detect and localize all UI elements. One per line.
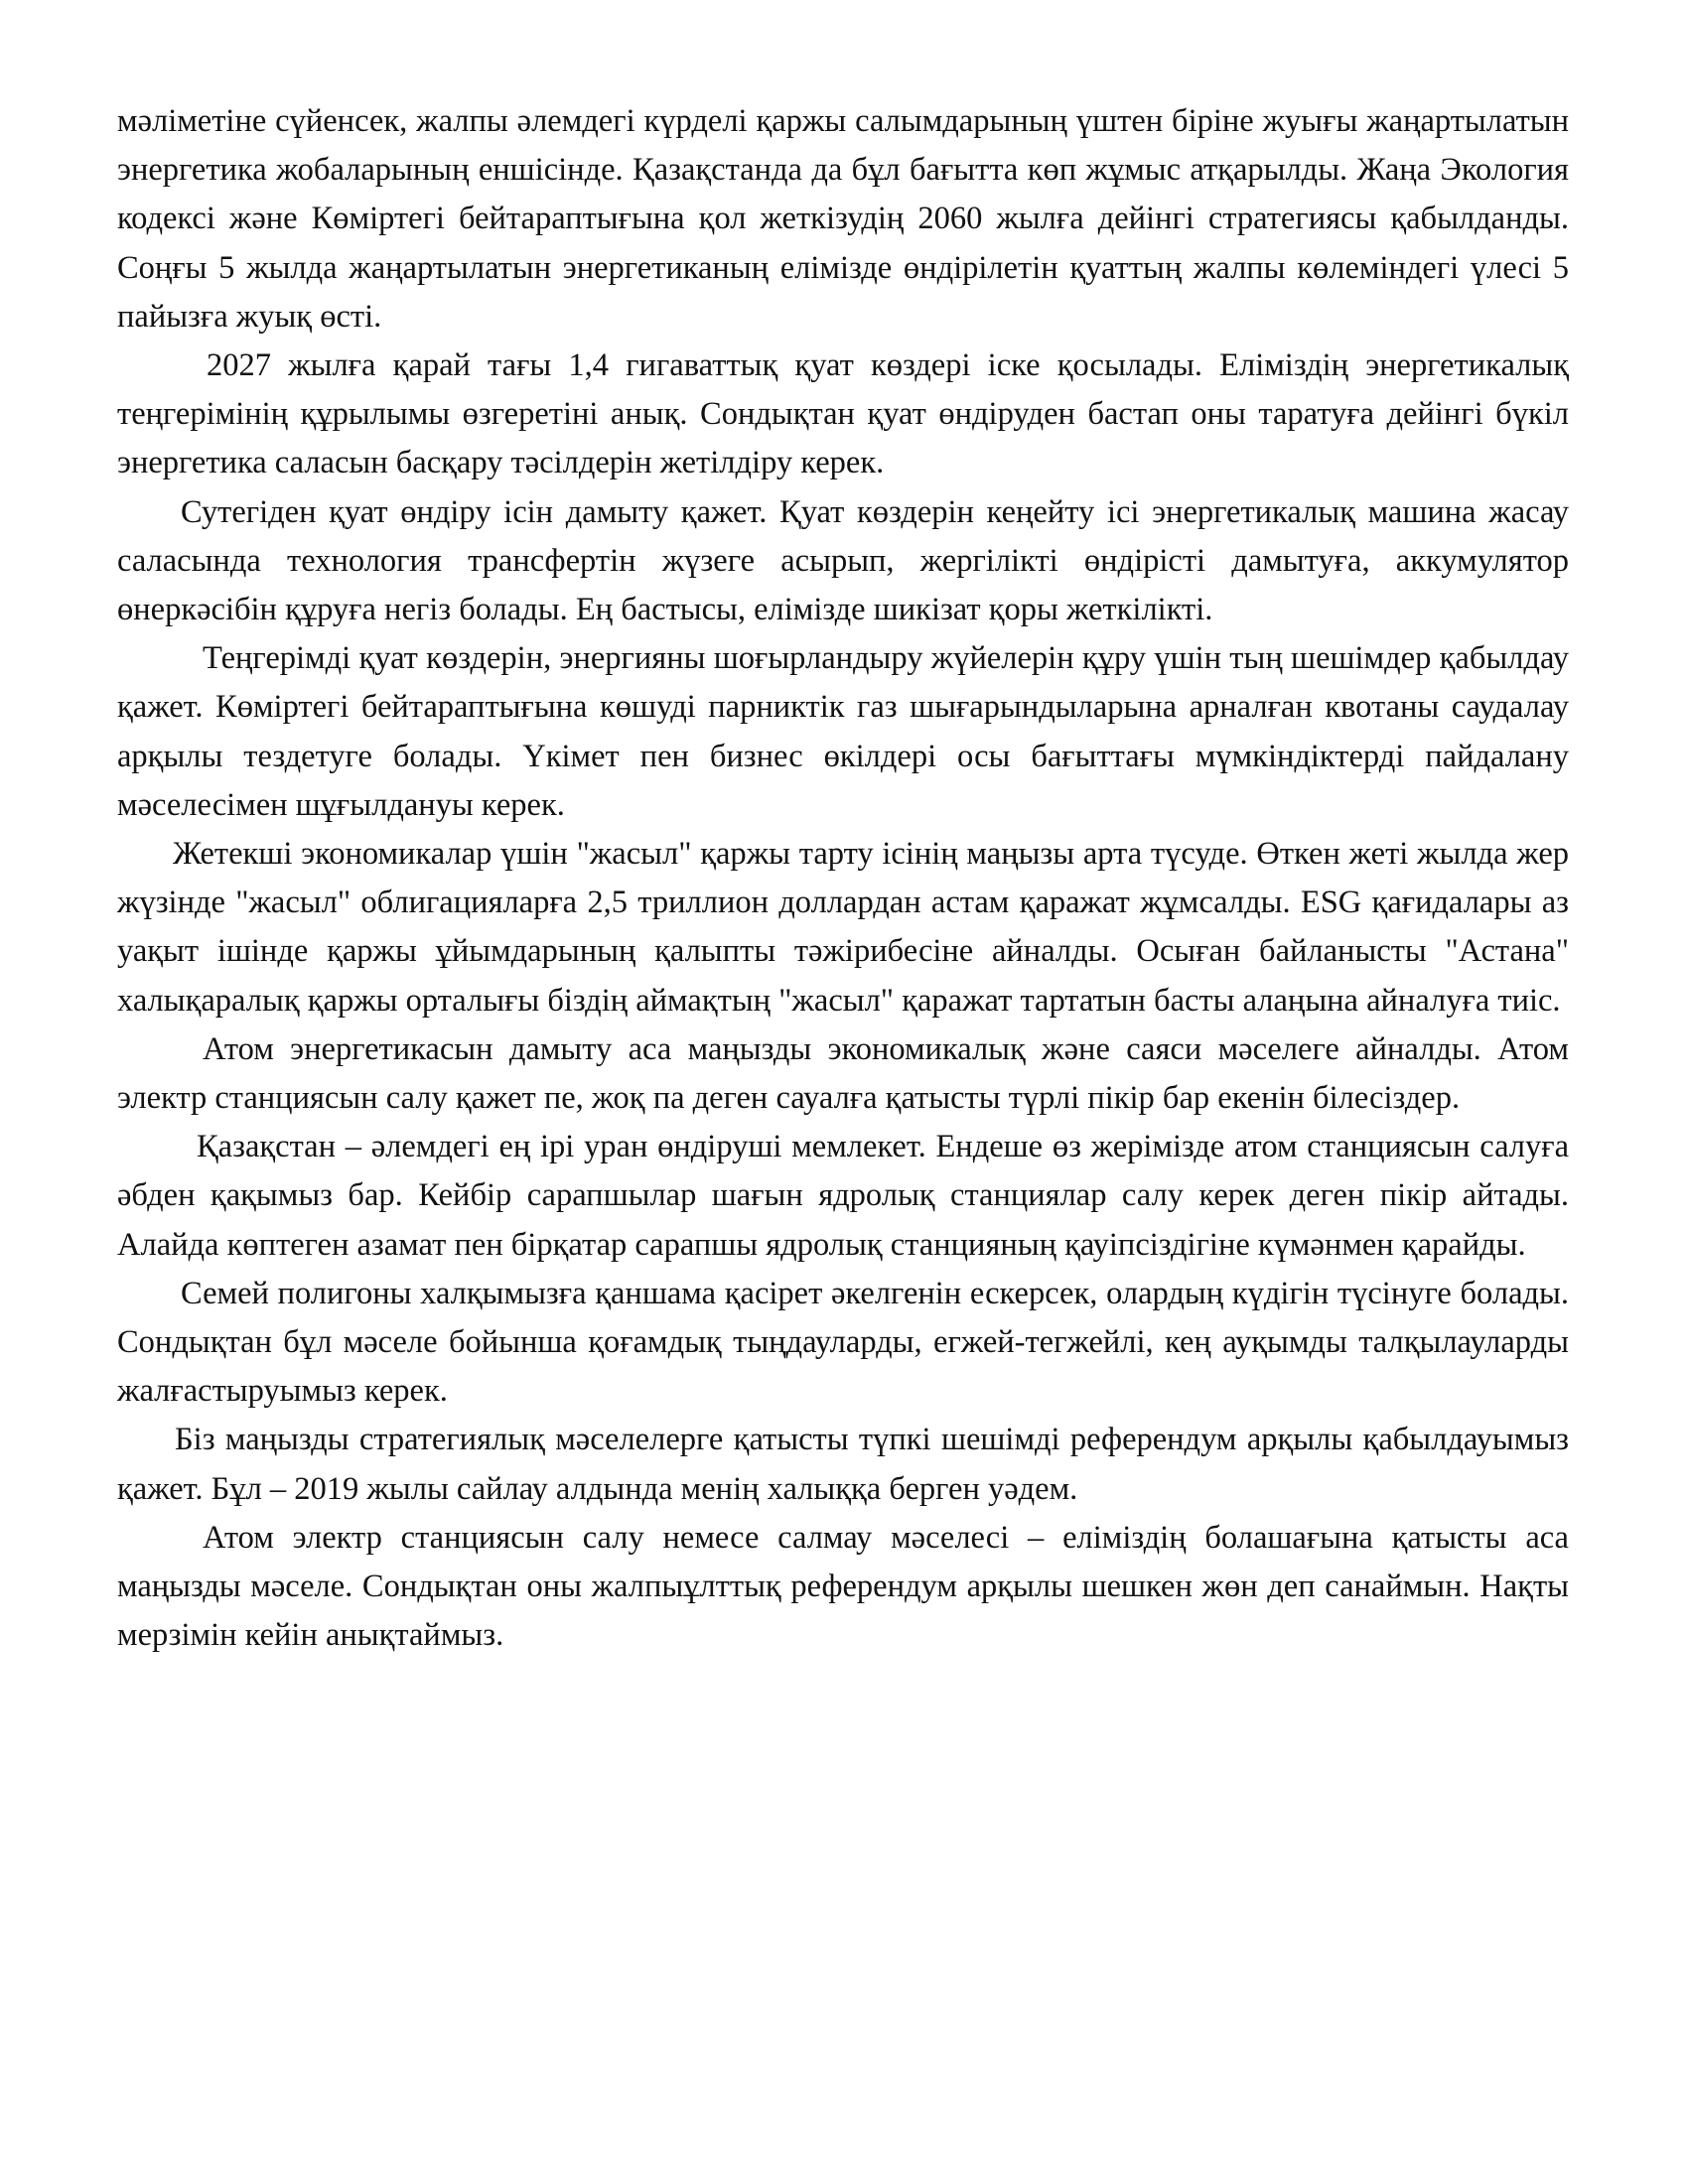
paragraph-10: Атом электр станциясын салу немесе салмау мәселесі – еліміздің болашағына қатысты аса маңызды мәселе. Сондықтан оны жалпыұлттық референдум арқылы шешкен жөн деп санаймын. Нақты мерзімін кейін анықтаймыз. — [117, 1519, 1569, 1654]
paragraph-9: Біз маңызды стратегиялық мәселелерге қатысты түпкі шешімді референдум арқылы қабылдауымыз қажет. Бұл – 2019 жылы сайлау алдында менің халыққа берген уәдем. — [117, 1422, 1569, 1507]
paragraph-8: Семей полигоны халқымызға қаншама қасірет әкелгенін ескерсек, олардың күдігін түсінуге болады. Сондықтан бұл мәселе бойынша қоғамдық тыңдауларды, егжей-тегжейлі, кең ауқымды талқылауларды жалғастыруымыз керек. — [117, 1275, 1569, 1410]
paragraph-1: мәліметіне сүйенсек, жалпы әлемдегі күрделі қаржы салымдарының үштен біріне жуығы жаңартылатын энергетика жобаларының еншісінде. Қазақстанда да бұл бағытта көп жұмыс атқарылды. Жаңа Экология кодексі және Көміртегі бейтараптығына қол жеткізудің 2060 жылға дейінгі стратегиясы қабылданды. Соңғы 5 жылда жаңартылатын энергетиканың елімізде өндірілетін қуаттың жалпы көлеміндегі үлесі 5 пайызға жуық өсті. — [117, 103, 1569, 335]
paragraph-3: Сутегіден қуат өндіру ісін дамыту қажет. Қуат көздерін кеңейту ісі энергетикалық машина жасау саласында технология трансфертін жүзеге асырып, жергілікті өндірісті дамытуға, аккумулятор өнеркәсібін құруға негіз болады. Ең бастысы, елімізде шикізат қоры жеткілікті. — [117, 493, 1569, 628]
paragraph-5: Жетекші экономикалар үшін "жасыл" қаржы тарту ісінің маңызы арта түсуде. Өткен жеті жылда жер жүзінде "жасыл" облигацияларға 2,5 триллион доллардан астам қаражат жұмсалды. ESG қағидалары аз уақыт ішінде қаржы ұйымдарының қалыпты тәжірибесіне айналды. Осыған байланысты "Астана" халықаралық қаржы орталығы біздің аймақтың "жасыл" қаражат тартатын басты алаңына айналуға тиіс. — [117, 836, 1569, 1019]
paragraph-6: Атом энергетикасын дамыту аса маңызды экономикалық және саяси мәселеге айналды. Атом электр станциясын салу қажет пе, жоқ па деген сауалға қатысты түрлі пікір бар екенін білесіздер. — [117, 1030, 1569, 1117]
paragraph-7: Қазақстан – әлемдегі ең ірі уран өндіруші мемлекет. Ендеше өз жерімізде атом станциясын салуға әбден қақымыз бар. Кейбір сарапшылар шағын ядролық станциялар салу керек деген пікір айтады. Алайда көптеген азамат пен бірқатар сарапшы ядролық станцияның қауіпсіздігіне күмәнмен қарайды. — [117, 1129, 1569, 1263]
document-page — [117, 97, 1569, 1661]
paragraph-2: 2027 жылға қарай тағы 1,4 гигаваттық қуат көздері іске қосылады. Еліміздің энергетикалық теңгерімінің құрылымы өзгеретіні анық. Сондықтан қуат өндіруден бастап оны таратуға дейінгі бүкіл энергетика саласын басқару тәсілдерін жетілдіру керек. — [117, 347, 1569, 481]
paragraph-4: Теңгерімді қуат көздерін, энергияны шоғырландыру жүйелерін құру үшін тың шешімдер қабылдау қажет. Көміртегі бейтараптығына көшуді парниктік газ шығарындыларына арналған квотаны саудалау арқылы тездетуге болады. Үкімет пен бизнес өкілдері осы бағыттағы мүмкіндіктерді пайдалану мәселесімен шұғылдануы керек. — [117, 640, 1569, 823]
